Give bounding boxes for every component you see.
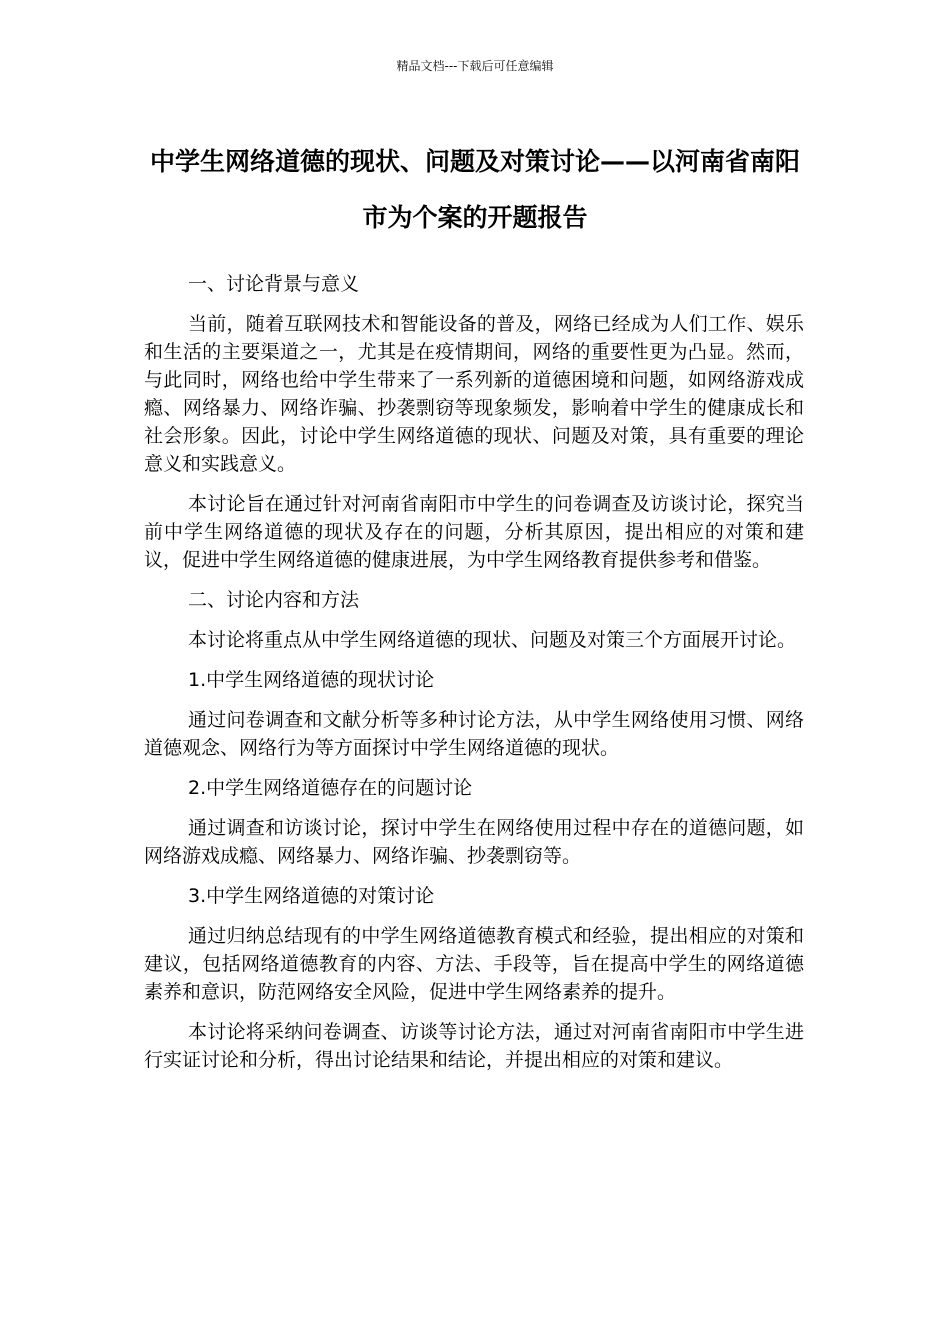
section-heading: 二、讨论内容和方法 xyxy=(188,589,360,611)
header-note: 精品文档---下载后可任意编辑 xyxy=(396,59,554,73)
document-body xyxy=(144,270,804,1086)
subsection-countermeasures xyxy=(144,882,804,1074)
section-heading: 一、讨论背景与意义 xyxy=(188,273,360,295)
body-paragraph: 当前，随着互联网技术和智能设备的普及，网络已经成为人们工作、娱乐和生活的主要渠道之一，尤其是在疫情期间，网络的重要性更为凸显。然而，与此同时，网络也给中学生带来了一系列新的道德困境和问题，如网络游戏成瘾、网络暴力、网络诈骗、抄袭剽窃等现象频发，影响着中学生的健康成长和社会形象。因此，讨论中学生网络道德的现状、问题及对策，具有重要的理论意义和实践意义。 xyxy=(144,313,804,475)
body-paragraph: 通过问卷调查和文献分析等多种讨论方法，从中学生网络使用习惯、网络道德观念、网络行为等方面探讨中学生网络道德的现状。 xyxy=(144,709,804,759)
body-paragraph: 本讨论将采纳问卷调查、访谈等讨论方法，通过对河南省南阳市中学生进行实证讨论和分析，得出讨论结果和结论，并提出相应的对策和建议。 xyxy=(144,1021,804,1071)
subsection-status xyxy=(144,666,804,762)
subsection-heading: 1.中学生网络道德的现状讨论 xyxy=(188,669,435,691)
document-title: 中学生网络道德的现状、问题及对策讨论——以河南省南阳市为个案的开题报告 xyxy=(149,147,800,232)
subsection-problems xyxy=(144,774,804,870)
section-background xyxy=(144,270,804,574)
body-paragraph: 通过归纳总结现有的中学生网络道德教育模式和经验，提出相应的对策和建议，包括网络道德教育的内容、方法、手段等，旨在提高中学生的网络道德素养和意识，防范网络安全风险，促进中学生网络素养的提升。 xyxy=(144,925,804,1003)
subsection-heading: 3.中学生网络道德的对策讨论 xyxy=(188,885,435,907)
section-content-method xyxy=(144,586,804,654)
body-paragraph: 通过调查和访谈讨论，探讨中学生在网络使用过程中存在的道德问题，如网络游戏成瘾、网络暴力、网络诈骗、抄袭剽窃等。 xyxy=(144,817,804,867)
body-paragraph: 本讨论将重点从中学生网络道德的现状、问题及对策三个方面展开讨论。 xyxy=(188,629,797,651)
subsection-heading: 2.中学生网络道德存在的问题讨论 xyxy=(188,777,473,799)
body-paragraph: 本讨论旨在通过针对河南省南阳市中学生的问卷调查及访谈讨论，探究当前中学生网络道德的现状及存在的问题，分析其原因，提出相应的对策和建议，促进中学生网络道德的健康进展，为中学生网络教育提供参考和借鉴。 xyxy=(144,493,804,571)
